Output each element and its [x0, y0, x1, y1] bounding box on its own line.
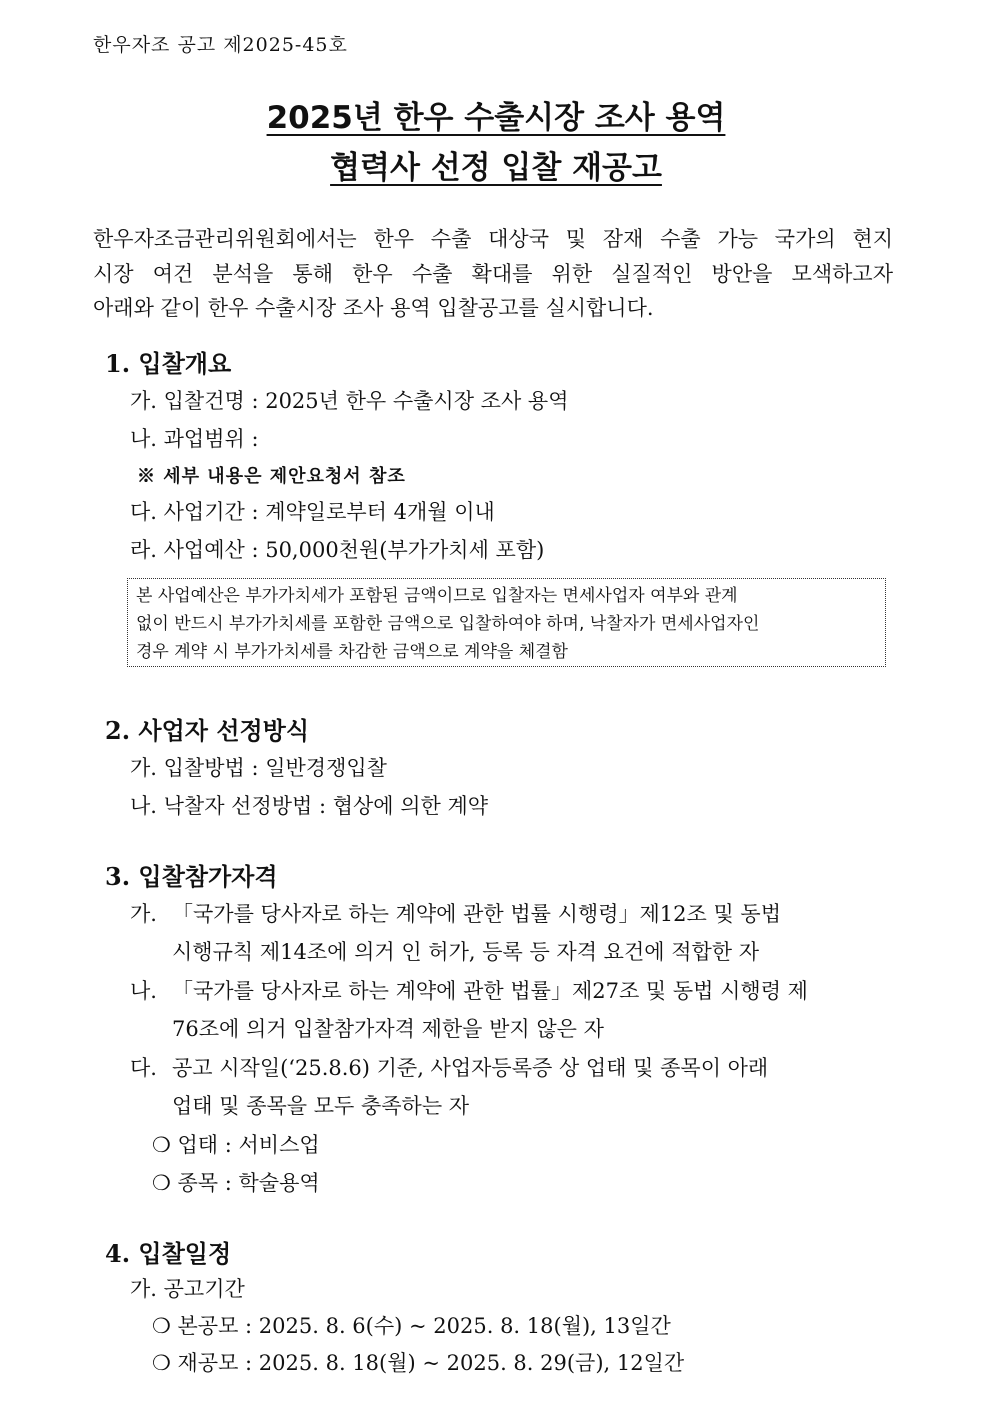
section-1-heading: 1. 입찰개요: [105, 349, 232, 378]
s3-item-c-line-1: 공고 시작일(‘25.8.6) 기준, 사업자등록증 상 업태 및 종목이 아래: [172, 1056, 769, 1080]
s4-bullet-re-period: ❍ 재공모 : 2025. 8. 18(월) ~ 2025. 8. 29(금), 12일간: [152, 1351, 685, 1375]
section-2-heading: 2. 사업자 선정방식: [105, 716, 310, 745]
s3-item-a-line-2: 시행규칙 제14조에 의거 인 허가, 등록 등 자격 요건에 적합한 자: [172, 940, 760, 964]
page-title-line-1: 2025년 한우 수출시장 조사 용역: [266, 100, 726, 136]
section-3-heading: 3. 입찰참가자격: [105, 862, 278, 891]
s3-item-b-label: 나.: [130, 979, 157, 1003]
s3-item-c-label: 다.: [130, 1056, 157, 1080]
s3-item-b-line-2: 76조에 의거 입찰참가자격 제한을 받지 않은 자: [172, 1017, 604, 1041]
document-number: 한우자조 공고 제2025-45호: [93, 34, 348, 56]
s3-item-a-line-1: 「국가를 당사자로 하는 계약에 관한 법률 시행령」제12조 및 동법: [172, 902, 781, 926]
s3-bullet-business-item: ❍ 종목 : 학술용역: [152, 1171, 320, 1195]
s1-item-c: 다. 사업기간 : 계약일로부터 4개월 이내: [130, 500, 495, 524]
s3-item-b-line-1: 「국가를 당사자로 하는 계약에 관한 법률」제27조 및 동법 시행령 제: [172, 979, 808, 1003]
intro-paragraph: [93, 222, 893, 326]
intro-line-3: 아래와 같이 한우 수출시장 조사 용역 입찰공고를 실시합니다.: [93, 296, 654, 320]
section-4-heading: 4. 입찰일정: [105, 1239, 232, 1268]
s4-bullet-main-period: ❍ 본공모 : 2025. 8. 6(수) ~ 2025. 8. 18(월), 13일간: [152, 1314, 671, 1338]
s1-item-b: 나. 과업범위 :: [130, 427, 259, 451]
s1-item-d: 라. 사업예산 : 50,000천원(부가가치세 포함): [130, 538, 545, 562]
s3-bullet-business-type: ❍ 업태 : 서비스업: [152, 1133, 320, 1157]
s1-note: ※ 세부 내용은 제안요청서 참조: [137, 466, 406, 487]
budget-notice-line: 없이 반드시 부가가치세를 포함한 금액으로 입찰하여야 하며, 낙찰자가 면세사업자인: [136, 614, 760, 634]
budget-notice-line: 본 사업예산은 부가가치세가 포함된 금액이므로 입찰자는 면세사업자 여부와 관계: [136, 586, 738, 606]
s1-item-a: 가. 입찰건명 : 2025년 한우 수출시장 조사 용역: [130, 389, 569, 413]
intro-line-2: 시장 여건 분석을 통해 한우 수출 확대를 위한 실질적인 방안을 모색하고자: [93, 261, 893, 286]
intro-line-1: 한우자조금관리위원회에서는 한우 수출 대상국 및 잠재 수출 가능 국가의 현지: [93, 227, 893, 251]
budget-notice-line: 경우 계약 시 부가가치세를 차감한 금액으로 계약을 체결함: [136, 642, 568, 662]
s2-item-a: 가. 입찰방법 : 일반경쟁입찰: [130, 756, 387, 780]
s4-item-a: 가. 공고기간: [130, 1277, 245, 1301]
s2-item-b: 나. 낙찰자 선정방법 : 협상에 의한 계약: [130, 794, 489, 818]
s3-item-c-line-2: 업태 및 종목을 모두 충족하는 자: [172, 1094, 470, 1118]
budget-notice-box: [127, 578, 886, 667]
page-title-line-2: 협력사 선정 입찰 재공고: [330, 150, 662, 186]
s3-item-a-label: 가.: [130, 902, 157, 926]
